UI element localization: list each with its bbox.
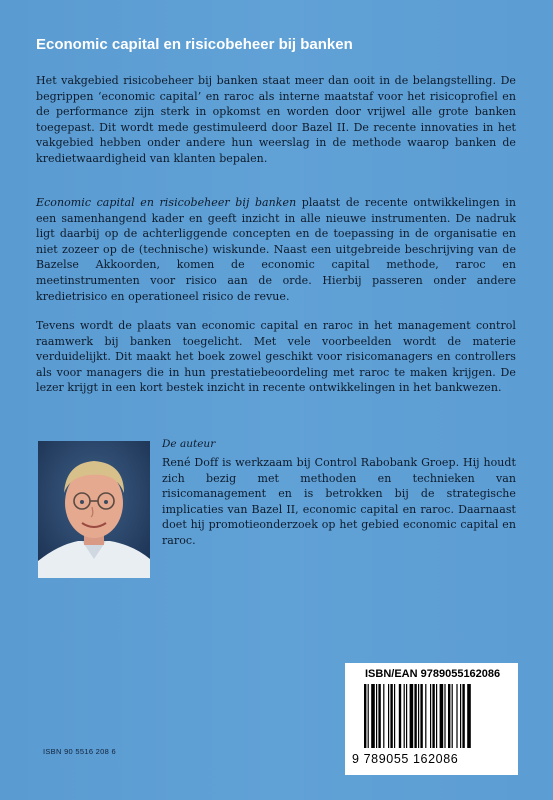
author-photo: [38, 441, 150, 578]
paragraph-content-text: plaatst de recente ontwikkelingen in een samenhangend kader en geeft inzicht in alle nieuwe instrumenten. De nadruk ligt daarbij op de achterliggende concepten en de toepassing in de organisatie en niet zozeer op de (technische) wiskunde. Naast een uitgebreide beschrijving van de Bazelse Akkoorden, komen de economic capital methode, raroc en meetinstrumenten voor risico aan de orde. Hierbij passeren onder andere kredietrisico en operationeel risico de revue.: [36, 196, 517, 303]
barcode-digits: 9 789055 162086: [352, 752, 459, 766]
paragraph-management: Tevens wordt de plaats van economic capital en raroc in het management control raamwerk bij banken toegelicht. Met vele voorbeelden wordt de materie verduidelijkt. Dit maakt het boek zowel geschikt voor risicomanagers en controllers als voor managers die in hun prestatiebeoordeling met raroc te maken krijgen. De lezer krijgt in een kort bestek inzicht in recente ontwikkelingen in het bankwezen.: [36, 319, 516, 395]
paragraph-intro: Het vakgebied risicobeheer bij banken staat meer dan ooit in de belangstelling. De begrippen ‘economic capital’ en raroc als interne maatstaf voor het risicoprofiel en de performance zijn sterk in opkomst en worden door vrijwel alle grote banken toegepast. Dit wordt mede gestimuleerd door Bazel II. De recente innovaties in het vakgebied hebben onder andere hun weerslag in de methode waarop banken de kredietwaardigheid van klanten bepalen.: [36, 74, 516, 165]
book-title-italic: Economic capital en risicobeheer bij banken: [36, 196, 297, 209]
book-title: Economic capital en risicobeheer bij banken: [36, 36, 353, 53]
author-heading: De auteur: [162, 438, 216, 450]
isbn-number: ISBN 90 5516 208 6: [43, 747, 116, 756]
isbn-ean-text: ISBN/EAN 9789055162086: [365, 668, 501, 680]
author-bio: René Doff is werkzaam bij Control Rabobank Groep. Hij houdt zich bezig met methoden en technieken van risicomanagement en is betrokken bij de strategische implicaties van Bazel II, economic capital en raroc. Daarnaast doet hij promotieonderzoek op het gebied economic capital en raroc.: [162, 456, 516, 547]
barcode-bars: [362, 684, 502, 750]
paragraph-content: [36, 195, 516, 304]
